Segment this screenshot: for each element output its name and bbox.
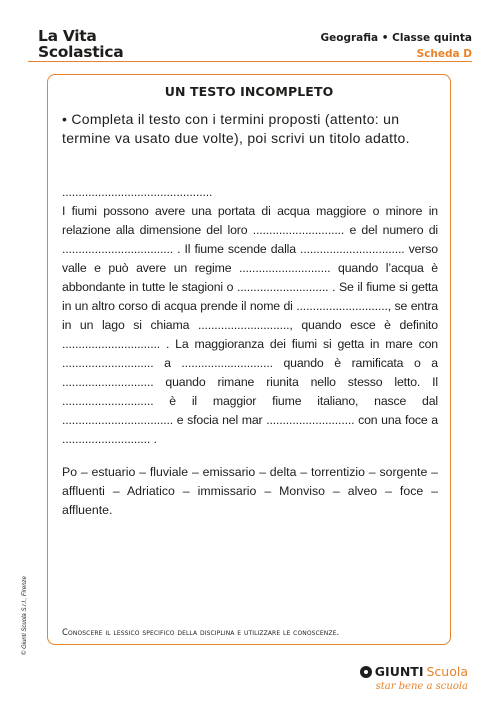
header-divider bbox=[28, 61, 472, 62]
header-info bbox=[321, 30, 472, 62]
copyright-note: © Giunti Scuola S.r.l., Firenze bbox=[22, 576, 28, 655]
logo-line-2: Scolastica bbox=[38, 43, 124, 61]
exercise-instruction: • Completa il testo con i termini proposti (attento: un termine va usato due volte), poi scrivi un titolo adatto. bbox=[62, 111, 410, 146]
exercise-title: UN TESTO INCOMPLETO bbox=[164, 84, 334, 99]
brand-sub: Scuola bbox=[426, 664, 468, 679]
subject-label: Geografia • Classe quinta bbox=[320, 32, 472, 44]
title-blank: .............................................. bbox=[62, 185, 213, 199]
cloze-paragraph: I fiumi possono avere una portata di acqua maggiore o minore in relazione alla dimensione del loro ............................ e del numero di .................................. . Il fiume scende dalla ................................ verso valle e può avere un regime ............................ quando l’acqua è abbondante in tutte le stagioni o ............................ . Se il fiume si getta in un altro corso di acqua prende il nome di ............................, se entra in un lago si chiama ............................, quando esce è definito .............................. . La maggioranza dei fiumi si getta in mare con ............................ a ............................ quando è ramificata o a ............................ quando rimane riunita nello stesso letto. Il ............................ è il maggior fiume italiano, nasce dal .................................. e sfocia nel mar ........................... con una foce a ........................... . bbox=[62, 204, 438, 446]
brand-name: GIUNTI bbox=[374, 664, 424, 679]
brand-tagline: star bene a scuola bbox=[375, 681, 468, 692]
magazine-logo bbox=[38, 28, 123, 60]
term-list: Po – estuario – fluviale – emissario – delta – torrentizio – sorgente – affluenti – Adriatico – immissario – Monviso – alveo – foce – affluente. bbox=[62, 465, 438, 517]
publisher-brand bbox=[360, 664, 468, 692]
exercise-text bbox=[62, 183, 438, 449]
sheet-label: Scheda D bbox=[416, 48, 472, 60]
learning-objective: Conoscere il lessico specifico della disciplina e utilizzare le conoscenze. bbox=[62, 628, 340, 638]
giunti-logo-icon bbox=[360, 666, 372, 678]
logo-line-1: La Vita bbox=[38, 27, 97, 45]
